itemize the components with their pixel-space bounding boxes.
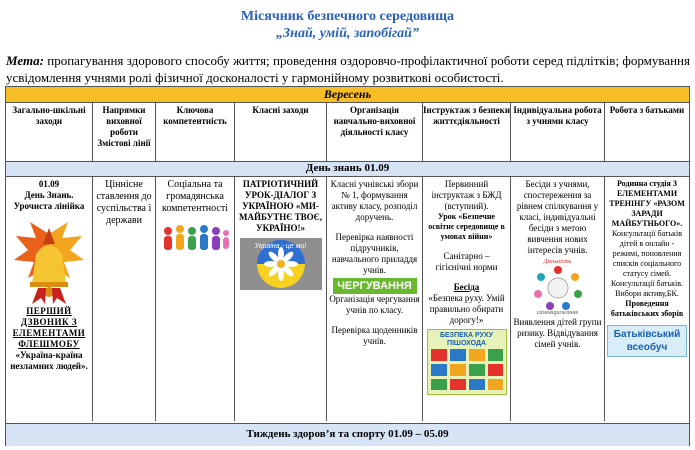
self-expression-caption-top: Діяльність <box>543 259 572 265</box>
cell-class-organization <box>327 177 423 421</box>
cell-class-events <box>235 177 327 421</box>
cell-directions <box>93 177 156 421</box>
parents-consultations-text: Консультації батьків. <box>611 279 683 288</box>
badge-caption: Україна - це ми! <box>254 243 307 250</box>
event-title: День Знань. Урочиста лінійка <box>13 190 85 211</box>
class-meeting-text: Класні учнівські збори № 1, формування активу класу, розподіл доручень. <box>330 179 419 222</box>
pedestrian-safety-poster <box>427 329 507 395</box>
section-row-health-week: Тиждень здоров’я та спорту 01.09 – 05.09 <box>6 423 689 446</box>
page-subtitle: „Знай, умій, запобігай” <box>276 26 419 41</box>
first-bell-title: ПЕРШИЙ ДЗВОНИК З ЕЛЕМЕНТАМИ ФЛЕШМОБУ <box>12 306 86 349</box>
self-expression-caption-bottom: самовиражання <box>536 310 579 316</box>
safe-environment-lesson: Урок «Безпечне освітнє середовище в умовах війни» <box>428 212 505 241</box>
self-expression-image <box>523 259 593 317</box>
cell-parents <box>605 177 689 421</box>
diary-check-text: Перевірка щоденників учнів. <box>331 325 418 346</box>
individual-talks-text: Бесіди з учнями, спостереження за рівнем спілкування у класі, індивідуальні бесіди з метою вивчення нових інтересів учнів. <box>516 179 599 255</box>
col-header-parents: Робота з батьками <box>609 105 685 115</box>
talk-label: Бесіда <box>453 282 480 292</box>
section-row-knowledge-day: День знань 01.09 <box>6 161 689 177</box>
online-consultations-text: Консультації батьків дітей в онлайн - режимі, поновлення списків соціального статусу сімей. <box>612 229 682 278</box>
hygiene-norms-text: Санітарно – гігієнічні норми <box>435 251 498 272</box>
col-header-safety-briefing: Інструктаж з безпеки життєдіяльності <box>423 103 511 161</box>
competence-text: Соціальна та громадянська компетентності <box>162 179 228 214</box>
first-bell-quote: «Україна-країна незламних людей». <box>10 350 88 371</box>
risk-group-text: Виявлення дітей групи ризику. Відвідування сімей учнів. <box>513 317 602 349</box>
family-studio-text: Родинна студія З ЕЛЕМЕНТАМИ ТРЕНІНГУ «РАЗОМ ЗАРАДИ МАЙБУТНЬОГО». <box>609 179 685 228</box>
col-header-individual-work: Індивідуальна робота з учнями класу <box>511 103 605 161</box>
col-header-class-organization: Організація навчально-виховної діяльності класу <box>327 103 423 161</box>
col-header-directions: Напрямки виховної роботи Змістові лінії <box>93 103 156 161</box>
cell-safety-briefing <box>423 177 511 421</box>
event-date: 01.09 <box>38 179 60 189</box>
textbook-check-text: Перевірка наявності підручників, навчального приладдя учнів. <box>331 232 418 275</box>
poster-title: БЕЗПЕКА РУХУ ПІШОХОДА <box>439 332 493 347</box>
goal-label: Мета: <box>6 53 44 68</box>
col-header-class-events: Класні заходи <box>235 103 327 161</box>
committee-election-text: Вибори активу,БК. <box>615 289 679 298</box>
duty-badge: ЧЕРГУВАННЯ <box>333 278 417 294</box>
parents-education-banner: Батьківський всеобуч <box>607 325 687 357</box>
goal-text: пропагування здорового способу життя; проведення оздоровчо-профілактичної роботи серед підлітків; формування усвідомлення учнями ролі фізичної досконалості у гармонійному розвиткові особистості. <box>6 53 690 85</box>
duty-organization-text: Організація чергування учнів по класу. <box>329 294 420 315</box>
page-title: Місячник безпечного середовища <box>240 9 455 24</box>
people-group-image <box>160 221 230 255</box>
bell-with-leaves-image <box>10 214 88 306</box>
month-row: Вересень <box>6 87 689 103</box>
initial-briefing-text: Первинний інструктаж з БЖД (вступний). <box>431 179 502 211</box>
ukraine-badge-image <box>240 238 322 290</box>
cell-individual-work <box>511 177 605 421</box>
col-header-school-events: Загально-шкільні заходи <box>6 103 93 161</box>
parents-meeting-text: Проведення батьківських зборів <box>610 299 684 318</box>
cell-school-events <box>6 177 93 421</box>
col-header-competence: Ключова компетентність <box>156 103 235 161</box>
directions-text: Ціннісне ставлення до суспільства і держави <box>96 179 152 226</box>
cell-competence <box>156 177 235 421</box>
plan-table <box>5 86 690 446</box>
patriotic-lesson-title: ПАТРІОТИЧНИЙ УРОК-ДІАЛОГ З УКРАЇНОЮ «МИ-МАЙБУТНЄ ТВОЄ, УКРАЇНО!» <box>239 179 322 233</box>
goal-paragraph <box>6 52 690 86</box>
talk-text: «Безпека руху. Умій правильно обирати дорогу!» <box>428 293 505 325</box>
